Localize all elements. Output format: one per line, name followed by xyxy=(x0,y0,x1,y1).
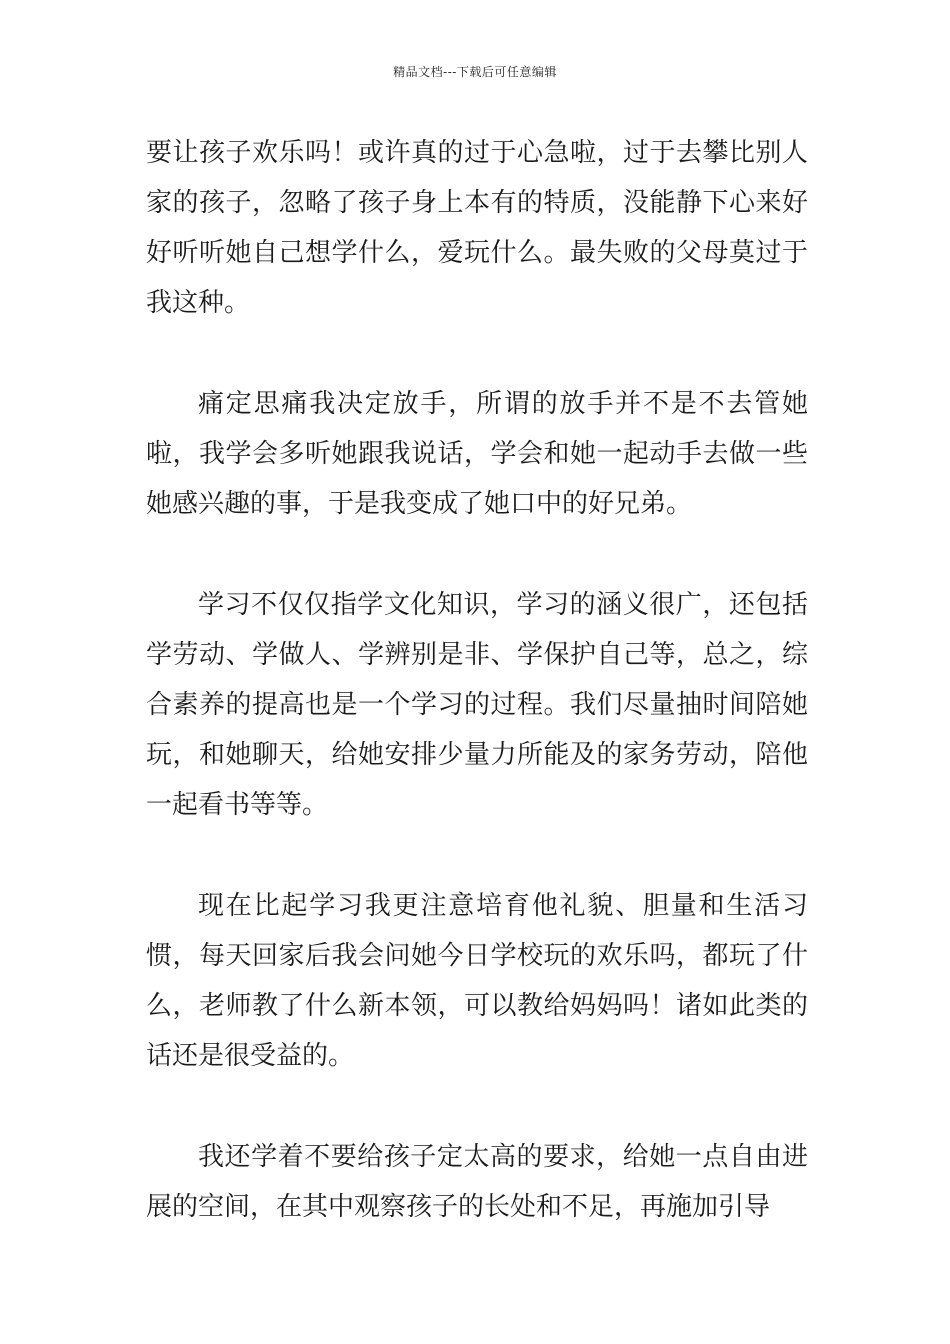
paragraph-3: 学习不仅仅指学文化知识，学习的涵义很广，还包括学劳动、学做人、学辨别是非、学保护自己等，总之，综合素养的提高也是一个学习的过程。我们尽量抽时间陪她玩，和她聊天，给她安排少量力所能及的家务劳动，陪他一起看书等等。 xyxy=(146,590,808,820)
paragraph-2: 痛定思痛我决定放手，所谓的放手并不是不去管她啦，我学会多听她跟我说话，学会和她一起动手去做一些她感兴趣的事，于是我变成了她口中的好兄弟。 xyxy=(146,389,808,519)
paragraph-5: 我还学着不要给孩子定太高的要求，给她一点自由进展的空间，在其中观察孩子的长处和不足，再施加引导 xyxy=(146,1142,808,1222)
paragraph-1: 要让孩子欢乐吗！或许真的过于心急啦，过于去攀比别人家的孩子，忽略了孩子身上本有的特质，没能静下心来好好听听她自己想学什么，爱玩什么。最失败的父母莫过于我这种。 xyxy=(146,138,808,318)
document-body xyxy=(146,128,808,1283)
page-header: 精品文档---下载后可任意编辑 xyxy=(393,65,557,79)
paragraph-4: 现在比起学习我更注意培育他礼貌、胆量和生活习惯，每天回家后我会问她今日学校玩的欢乐吗，都玩了什么，老师教了什么新本领，可以教给妈妈吗！诸如此类的话还是很受益的。 xyxy=(146,891,808,1071)
